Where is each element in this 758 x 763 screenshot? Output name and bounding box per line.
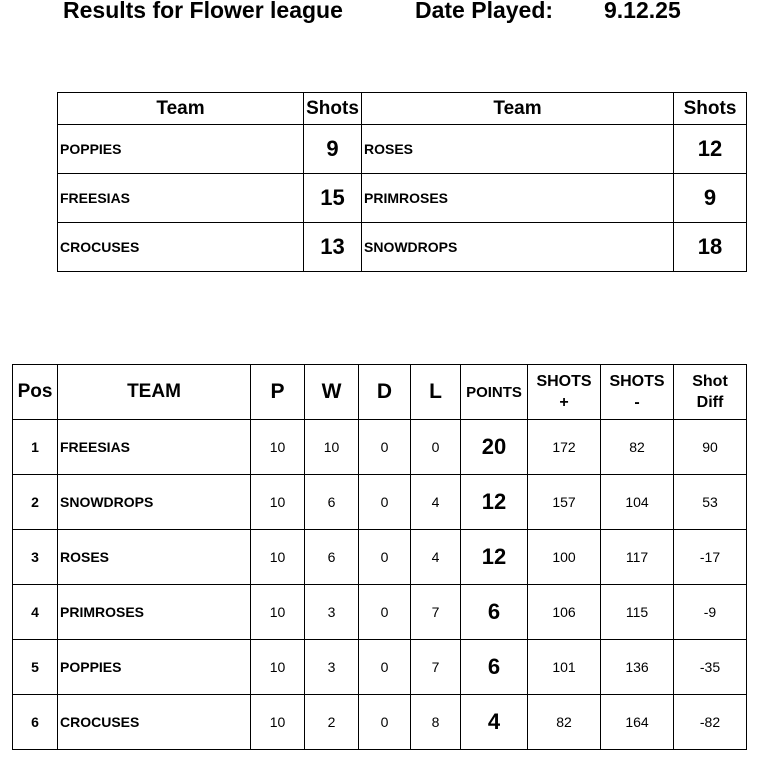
result-row xyxy=(58,174,747,223)
column-header-team: TEAM xyxy=(58,365,251,420)
home-shots: 13 xyxy=(304,223,362,272)
lost: 0 xyxy=(411,420,461,475)
points: 20 xyxy=(461,420,528,475)
away-team: SNOWDROPS xyxy=(362,223,674,272)
drawn: 0 xyxy=(359,695,411,750)
shot-diff: -35 xyxy=(674,640,747,695)
position: 3 xyxy=(13,530,58,585)
won: 6 xyxy=(305,475,359,530)
won: 3 xyxy=(305,585,359,640)
home-shots: 9 xyxy=(304,125,362,174)
team-name: SNOWDROPS xyxy=(58,475,251,530)
played: 10 xyxy=(251,585,305,640)
league-row xyxy=(13,420,747,475)
shots-for: 172 xyxy=(528,420,601,475)
away-team: ROSES xyxy=(362,125,674,174)
shots-for-line1: SHOTS xyxy=(536,373,592,390)
league-row xyxy=(13,475,747,530)
played: 10 xyxy=(251,530,305,585)
shots-against: 115 xyxy=(601,585,674,640)
date-value: 9.12.25 xyxy=(604,0,681,23)
position: 1 xyxy=(13,420,58,475)
position: 4 xyxy=(13,585,58,640)
points: 12 xyxy=(461,530,528,585)
column-header-shots: Shots xyxy=(304,93,362,125)
shots-against: 82 xyxy=(601,420,674,475)
points: 6 xyxy=(461,640,528,695)
shots-for: 157 xyxy=(528,475,601,530)
won: 6 xyxy=(305,530,359,585)
shots-against: 164 xyxy=(601,695,674,750)
team-name: PRIMROSES xyxy=(58,585,251,640)
home-team: CROCUSES xyxy=(58,223,304,272)
home-shots: 15 xyxy=(304,174,362,223)
league-table xyxy=(12,364,747,750)
shots-for-line2: + xyxy=(559,394,569,411)
drawn: 0 xyxy=(359,530,411,585)
lost: 4 xyxy=(411,530,461,585)
shot-diff-line1: Shot xyxy=(692,373,728,390)
position: 6 xyxy=(13,695,58,750)
column-header-lost: L xyxy=(411,365,461,420)
points: 6 xyxy=(461,585,528,640)
results-header-row xyxy=(58,93,747,125)
away-shots: 12 xyxy=(674,125,747,174)
lost: 4 xyxy=(411,475,461,530)
column-header-points: POINTS xyxy=(461,365,528,420)
column-header-team: Team xyxy=(362,93,674,125)
drawn: 0 xyxy=(359,640,411,695)
shots-for: 82 xyxy=(528,695,601,750)
lost: 8 xyxy=(411,695,461,750)
shots-against: 117 xyxy=(601,530,674,585)
shots-for: 101 xyxy=(528,640,601,695)
drawn: 0 xyxy=(359,475,411,530)
team-name: FREESIAS xyxy=(58,420,251,475)
league-row xyxy=(13,695,747,750)
played: 10 xyxy=(251,640,305,695)
league-row xyxy=(13,530,747,585)
away-shots: 18 xyxy=(674,223,747,272)
column-header-drawn: D xyxy=(359,365,411,420)
played: 10 xyxy=(251,420,305,475)
column-header-team: Team xyxy=(58,93,304,125)
shot-diff-line2: Diff xyxy=(696,394,724,411)
shot-diff: -17 xyxy=(674,530,747,585)
results-table xyxy=(57,92,747,272)
won: 3 xyxy=(305,640,359,695)
shots-for: 100 xyxy=(528,530,601,585)
played: 10 xyxy=(251,475,305,530)
played: 10 xyxy=(251,695,305,750)
won: 2 xyxy=(305,695,359,750)
lost: 7 xyxy=(411,585,461,640)
points: 12 xyxy=(461,475,528,530)
page-title: Results for Flower league xyxy=(63,0,343,23)
drawn: 0 xyxy=(359,420,411,475)
team-name: CROCUSES xyxy=(58,695,251,750)
home-team: POPPIES xyxy=(58,125,304,174)
column-header-shots-against xyxy=(601,365,674,420)
team-name: ROSES xyxy=(58,530,251,585)
won: 10 xyxy=(305,420,359,475)
away-team: PRIMROSES xyxy=(362,174,674,223)
column-header-played: P xyxy=(251,365,305,420)
shots-against: 136 xyxy=(601,640,674,695)
away-shots: 9 xyxy=(674,174,747,223)
shots-against-line1: SHOTS xyxy=(609,373,665,390)
shots-against-line2: - xyxy=(634,394,640,411)
column-header-shots-for xyxy=(528,365,601,420)
shots-for: 106 xyxy=(528,585,601,640)
position: 5 xyxy=(13,640,58,695)
result-row xyxy=(58,125,747,174)
column-header-shots: Shots xyxy=(674,93,747,125)
shot-diff: 53 xyxy=(674,475,747,530)
team-name: POPPIES xyxy=(58,640,251,695)
column-header-won: W xyxy=(305,365,359,420)
home-team: FREESIAS xyxy=(58,174,304,223)
position: 2 xyxy=(13,475,58,530)
shot-diff: 90 xyxy=(674,420,747,475)
result-row xyxy=(58,223,747,272)
date-label: Date Played: xyxy=(415,0,554,23)
league-row xyxy=(13,640,747,695)
drawn: 0 xyxy=(359,585,411,640)
points: 4 xyxy=(461,695,528,750)
page-header xyxy=(0,0,758,30)
column-header-pos: Pos xyxy=(13,365,58,420)
lost: 7 xyxy=(411,640,461,695)
shots-against: 104 xyxy=(601,475,674,530)
league-header-row xyxy=(13,365,747,420)
shot-diff: -9 xyxy=(674,585,747,640)
column-header-shot-diff xyxy=(674,365,747,420)
shot-diff: -82 xyxy=(674,695,747,750)
league-row xyxy=(13,585,747,640)
